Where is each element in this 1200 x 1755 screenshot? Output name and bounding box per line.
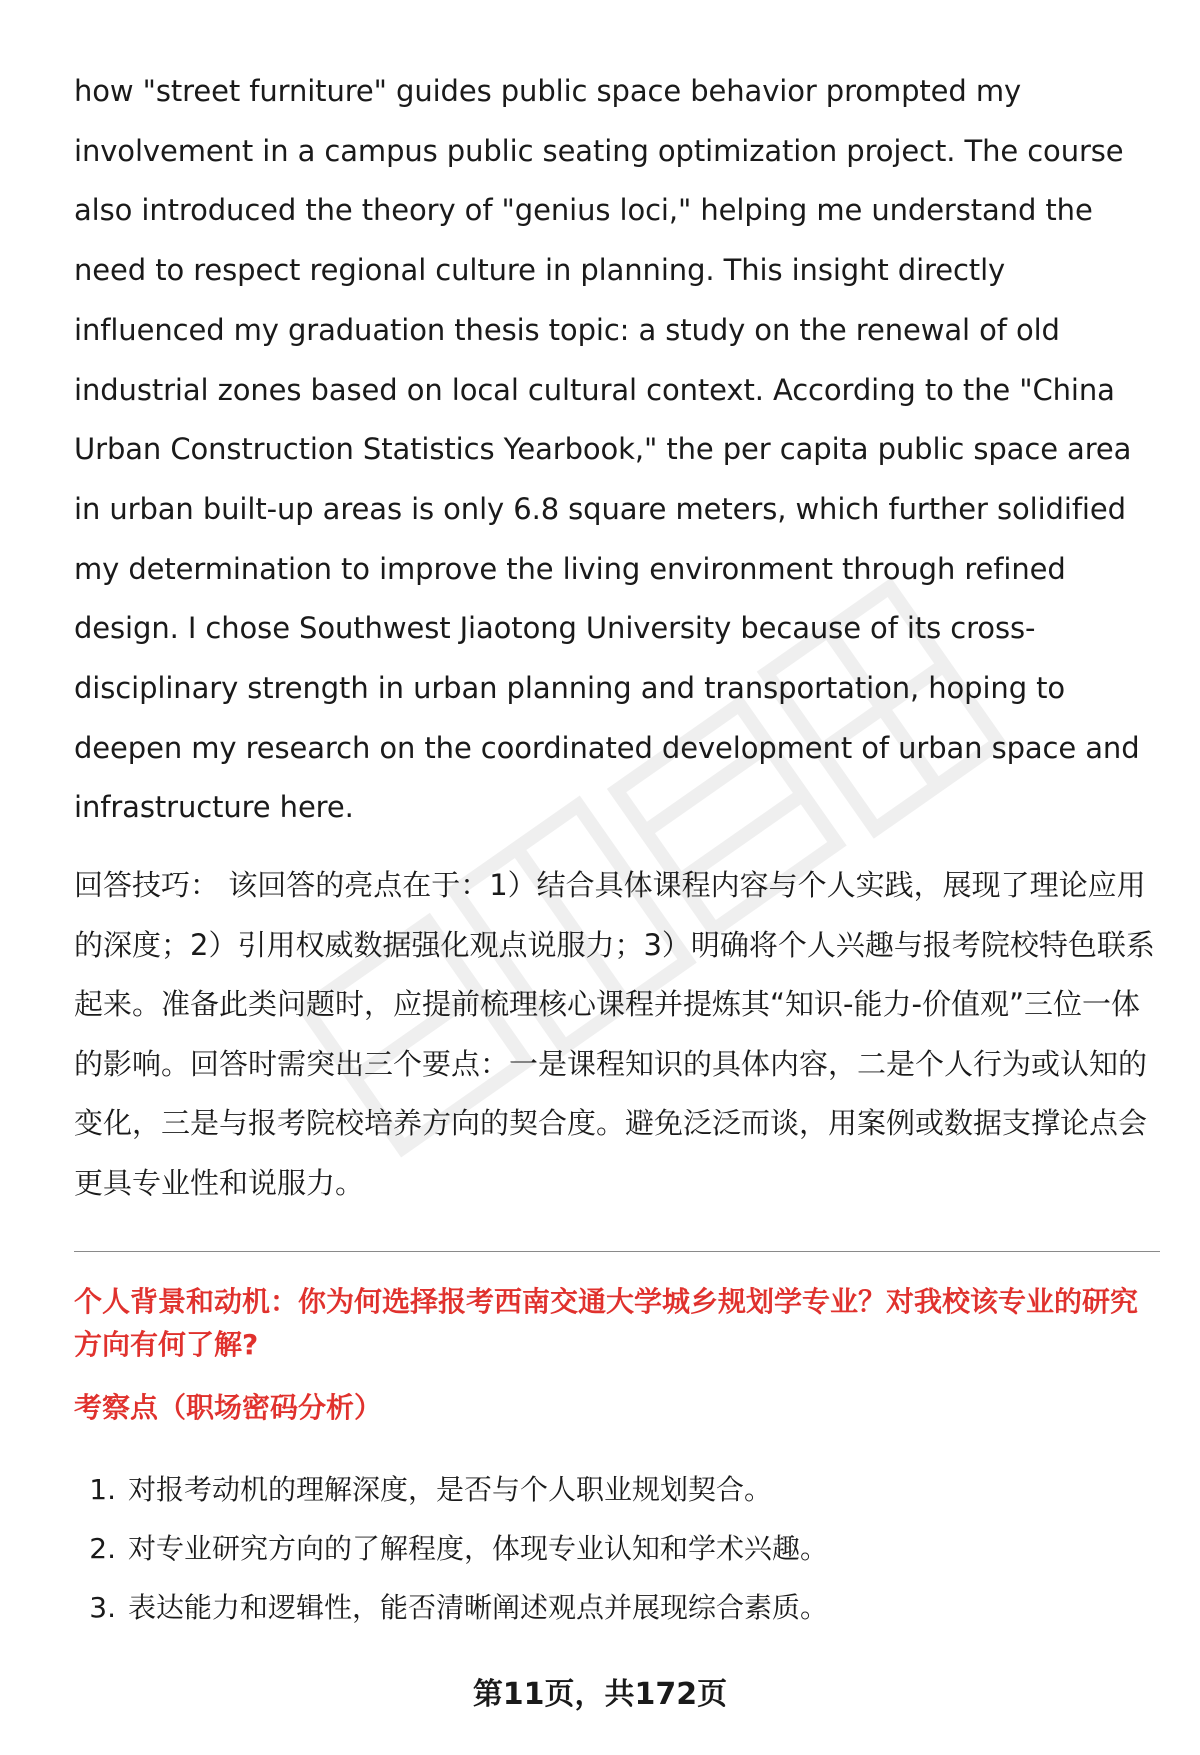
list-item-text: 表达能力和逻辑性，能否清晰阐述观点并展现综合素质。 bbox=[128, 1591, 829, 1625]
list-item-number: 2. bbox=[89, 1532, 116, 1566]
assessment-heading: 考察点（职场密码分析） bbox=[74, 1391, 383, 1425]
page-footer: 第11页，共172页 bbox=[472, 1677, 728, 1712]
list-item-number: 3. bbox=[89, 1591, 116, 1625]
list-item bbox=[74, 1519, 1160, 1578]
section-divider bbox=[74, 1251, 1160, 1252]
answer-tip-paragraph: 回答技巧： 该回答的亮点在于：1）结合具体课程内容与个人实践，展现了理论应用的深度；2）引用权威数据强化观点说服力；3）明确将个人兴趣与报考院校特色联系起来。准备此类问题时，应提前梳理核心课程并提炼其“知识-能力-价值观”三位一体的影响。回答时需突出三个要点：一是课程知识的具体内容，二是个人行为或认知的变化，三是与报考院校培养方向的契合度。避免泛泛而谈，用案例或数据支撑论点会更具专业性和说服力。 bbox=[74, 868, 1155, 1200]
question-heading: 个人背景和动机：你为何选择报考西南交通大学城乡规划学专业？对我校该专业的研究方向有何了解? bbox=[74, 1285, 1139, 1362]
document-page bbox=[74, 62, 1160, 1637]
answer-paragraph: how "street furniture" guides public space behavior prompted my involvement in a campus public seating optimization project. The course also introduced the theory of "genius loci," helping me understand the need to respect regional culture in planning. This insight directly influenced my graduation thesis topic: a study on the renewal of old industrial zones based on local cultural context. According to the "China Urban Construction Statistics Yearbook," the per capita public space area in urban built-up areas is only 6.8 square meters, which further solidified my determination to improve the living environment through refined design. I chose Southwest Jiaotong University because of its cross-disciplinary strength in urban planning and transportation, hoping to deepen my research on the coordinated development of urban space and infrastructure here. bbox=[74, 74, 1140, 825]
list-item bbox=[74, 1460, 1160, 1519]
list-item bbox=[74, 1578, 1160, 1637]
list-item-text: 对专业研究方向的了解程度，体现专业认知和学术兴趣。 bbox=[128, 1532, 829, 1566]
list-item-number: 1. bbox=[89, 1473, 116, 1507]
assessment-list bbox=[74, 1460, 1160, 1637]
list-item-text: 对报考动机的理解深度，是否与个人职业规划契合。 bbox=[128, 1473, 773, 1507]
